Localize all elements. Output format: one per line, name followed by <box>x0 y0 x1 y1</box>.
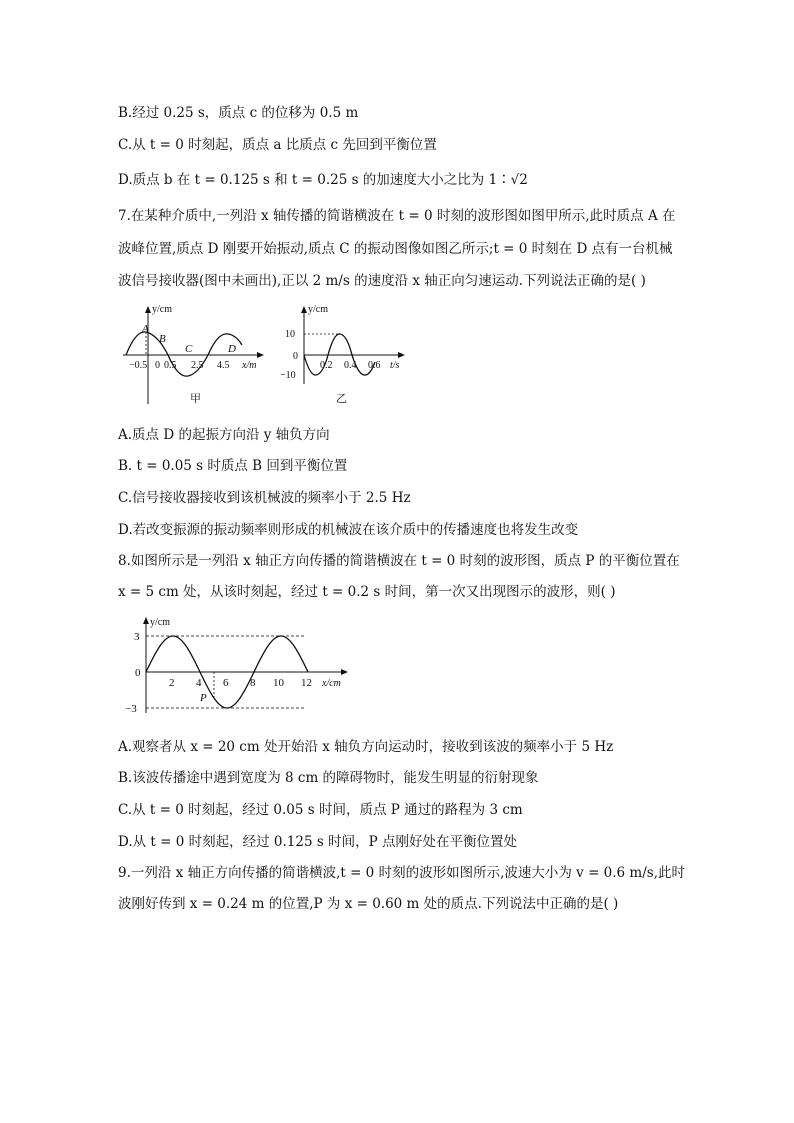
point-c-label: C <box>185 343 193 355</box>
q8-figure <box>118 613 358 718</box>
fig-jia-x-label: x/m <box>242 360 257 371</box>
q7-stem-line-2: 波峰位置,质点 D 刚要开始振动,质点 C 的振动图像如图乙所示;t = 0 时刻在 D 点有一台机械 <box>118 241 673 257</box>
q9-stem-line-1: 9.一列沿 x 轴正方向传播的简谐横波,t = 0 时刻的波形如图所示,波速大小为 v = 0.6 m/s,此时 <box>118 865 685 881</box>
q8-option-a: A.观察者从 x = 20 cm 处开始沿 x 轴负方向运动时，接收到该波的频率小于 5 Hz <box>118 739 614 755</box>
q6-option-c: C.从 t = 0 时刻起，质点 a 比质点 c 先回到平衡位置 <box>118 137 437 153</box>
q8-option-c: C.从 t = 0 时刻起，经过 0.05 s 时间，质点 P 通过的路程为 3 cm <box>118 802 523 818</box>
q8-fig-y-tick-0: 0 <box>135 667 141 679</box>
q9-stem-line-2: 波刚好传到 x = 0.24 m 的位置,P 为 x = 0.60 m 处的质点.下列说法中正确的是( ) <box>118 896 619 912</box>
q7-option-d: D.若改变振源的振动频率则形成的机械波在该介质中的传播速度也将发生改变 <box>118 522 579 538</box>
q8-fig-x-tick-6: 6 <box>223 677 229 689</box>
fig-yi-y-tick-10: 10 <box>285 329 295 340</box>
q7-figure-yi <box>278 300 408 410</box>
fig-yi-y-tick-neg10: −10 <box>280 370 296 381</box>
point-b-label: B <box>159 333 166 345</box>
point-a-label: A <box>142 323 149 335</box>
q7-option-b: B. t = 0.05 s 时质点 B 回到平衡位置 <box>118 458 348 474</box>
fig-jia-caption: 甲 <box>190 393 201 405</box>
q7-figure-jia <box>118 300 268 410</box>
q8-fig-x-tick-10: 10 <box>273 677 284 689</box>
q6-option-b: B.经过 0.25 s，质点 c 的位移为 0.5 m <box>118 105 359 121</box>
q7-stem-line-3: 波信号接收器(图中未画出),正以 2 m/s 的速度沿 x 轴正向匀速运动.下列说法正确的是( ) <box>118 273 646 289</box>
fig-jia-tick-0: 0 <box>155 360 160 371</box>
q8-stem-line-2: x = 5 cm 处，从该时刻起，经过 t = 0.2 s 时间，第一次又出现图示的波形，则( ) <box>118 584 616 600</box>
fig-yi-t-tick-02: 0.2 <box>320 360 333 371</box>
fig-yi-y-label: y/cm <box>308 304 328 315</box>
q8-stem-line-1: 8.如图所示是一列沿 x 轴正方向传播的简谐横波在 t = 0 时刻的波形图，质点 P 的平衡位置在 <box>118 553 680 569</box>
q8-fig-x-tick-12: 12 <box>301 677 312 689</box>
q8-option-b: B.该波传播途中遇到宽度为 8 cm 的障碍物时，能发生明显的衍射现象 <box>118 770 539 786</box>
point-p-label: P <box>200 692 207 704</box>
fig-jia-y-label: y/cm <box>152 304 172 315</box>
q8-fig-y-label: y/cm <box>150 617 170 628</box>
q7-stem-line-1: 7.在某种介质中,一列沿 x 轴传播的简谐横波在 t = 0 时刻的波形图如图甲所示,此时质点 A 在 <box>118 208 676 224</box>
fig-yi-y-tick-0: 0 <box>293 351 298 362</box>
fig-jia-tick-45: 4.5 <box>217 360 230 371</box>
fig-yi-t-tick-04: 0.4 <box>344 360 357 371</box>
point-d-label: D <box>228 343 236 355</box>
q7-option-c: C.信号接收器接收到该机械波的频率小于 2.5 Hz <box>118 490 411 506</box>
fig-jia-tick-25: 2.5 <box>191 360 204 371</box>
fig-yi-t-label: t/s <box>390 360 400 371</box>
q8-fig-y-tick-neg3: −3 <box>125 703 137 715</box>
q6-option-d: D.质点 b 在 t = 0.125 s 和 t = 0.25 s 的加速度大小之比为 1∶√2 <box>118 172 528 188</box>
q8-fig-x-label: x/cm <box>322 678 341 689</box>
q8-fig-x-tick-8: 8 <box>250 677 256 689</box>
q8-fig-y-tick-3: 3 <box>134 631 140 643</box>
q8-fig-x-tick-4: 4 <box>196 677 202 689</box>
q8-fig-x-tick-2: 2 <box>169 677 175 689</box>
fig-jia-tick-05: 0.5 <box>164 360 177 371</box>
fig-yi-t-tick-06: 0.6 <box>368 360 381 371</box>
q8-option-d: D.从 t = 0 时刻起，经过 0.125 s 时间，P 点刚好处在平衡位置处 <box>118 834 517 850</box>
fig-jia-tick-neg05: −0.5 <box>129 360 148 371</box>
q7-option-a: A.质点 D 的起振方向沿 y 轴负方向 <box>118 427 330 443</box>
fig-yi-caption: 乙 <box>336 393 347 405</box>
